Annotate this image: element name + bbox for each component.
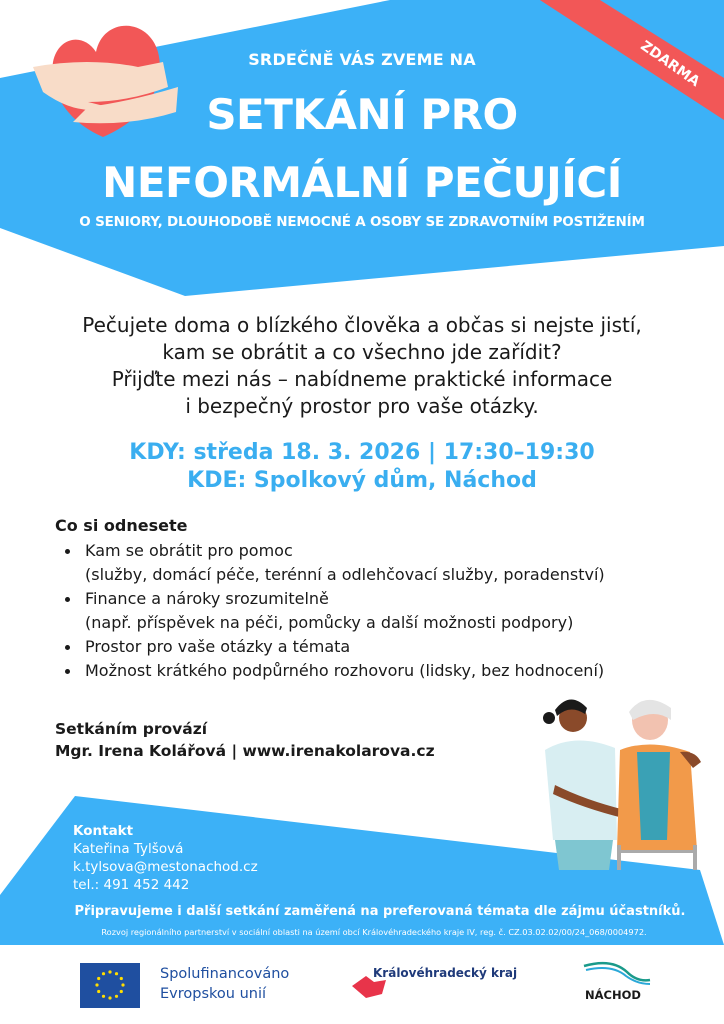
event-when: KDY: středa 18. 3. 2026 | 17:30–19:30 [129, 440, 595, 465]
benefits-list [55, 539, 695, 683]
benefits-section [55, 516, 695, 683]
eu-cofinanced-label [160, 964, 289, 1004]
benefit-label: Finance a nároky srozumitelně [85, 589, 329, 608]
title-line-1: SETKÁNÍ PRO [206, 90, 518, 139]
intro-line: Přijďte mezi nás – nabídneme praktické informace [111, 367, 613, 391]
intro-line: kam se obrátit a co všechno jde zařídit? [162, 340, 562, 364]
eu-flag-icon [80, 963, 140, 1008]
list-item [85, 587, 695, 635]
list-item [85, 539, 695, 587]
caregiver-illustration [525, 690, 715, 870]
eu-line-2: Evropskou unií [160, 986, 267, 1002]
more-meetings-note: Připravujeme i další setkání zaměřená na preferovaná témata dle zájmu účastníků. [74, 904, 686, 919]
list-item [85, 635, 695, 659]
nachod-logo-label: NÁCHOD [585, 988, 641, 1002]
benefits-heading: Co si odnesete [55, 516, 188, 535]
contact-section [73, 822, 258, 894]
contact-heading: Kontakt [73, 823, 134, 839]
project-note: Rozvoj regionálního partnerství v sociální oblasti na území obcí Královéhradeckého kraje IV, reg. č. CZ.03.02.02/00/24_068/0004972. [101, 927, 647, 937]
invitation-kicker: SRDEČNĚ VÁS ZVEME NA [248, 50, 476, 69]
free-ribbon: ZDARMA [637, 37, 703, 91]
benefit-detail: (služby, domácí péče, terénní a odlehčovací služby, poradenství) [85, 565, 605, 584]
list-item [85, 659, 695, 683]
intro-line: i bezpečný prostor pro vaše otázky. [185, 394, 539, 418]
eu-line-1: Spolufinancováno [160, 966, 290, 982]
benefit-label: Možnost krátkého podpůrného rozhovoru (lidsky, bez hodnocení) [85, 661, 605, 680]
intro-line: Pečujete doma o blízkého člověka a občas si nejste jistí, [82, 313, 642, 337]
region-logo-label: Královéhradecký kraj [373, 966, 518, 980]
host-name-link[interactable]: Mgr. Irena Kolářová | www.irenakolarova.cz [55, 742, 435, 760]
event-where: KDE: Spolkový dům, Náchod [187, 468, 537, 493]
title-line-2: NEFORMÁLNÍ PEČUJÍCÍ [102, 158, 622, 207]
benefit-detail: (např. příspěvek na péči, pomůcky a další možnosti podpory) [85, 613, 574, 632]
host-section [55, 718, 435, 762]
contact-phone[interactable]: tel.: 491 452 442 [73, 877, 190, 893]
nachod-logo-icon [582, 960, 652, 988]
benefit-label: Kam se obrátit pro pomoc [85, 541, 293, 560]
contact-name: Kateřina Tylšová [73, 841, 184, 857]
host-label: Setkáním provází [55, 720, 208, 738]
intro-text [20, 312, 704, 420]
benefit-label: Prostor pro vaše otázky a témata [85, 637, 351, 656]
subtitle: O SENIORY, DLOUHODOBĚ NEMOCNÉ A OSOBY SE ZDRAVOTNÍM POSTIŽENÍM [79, 214, 645, 230]
contact-email-link[interactable]: k.tylsova@mestonachod.cz [73, 859, 258, 875]
